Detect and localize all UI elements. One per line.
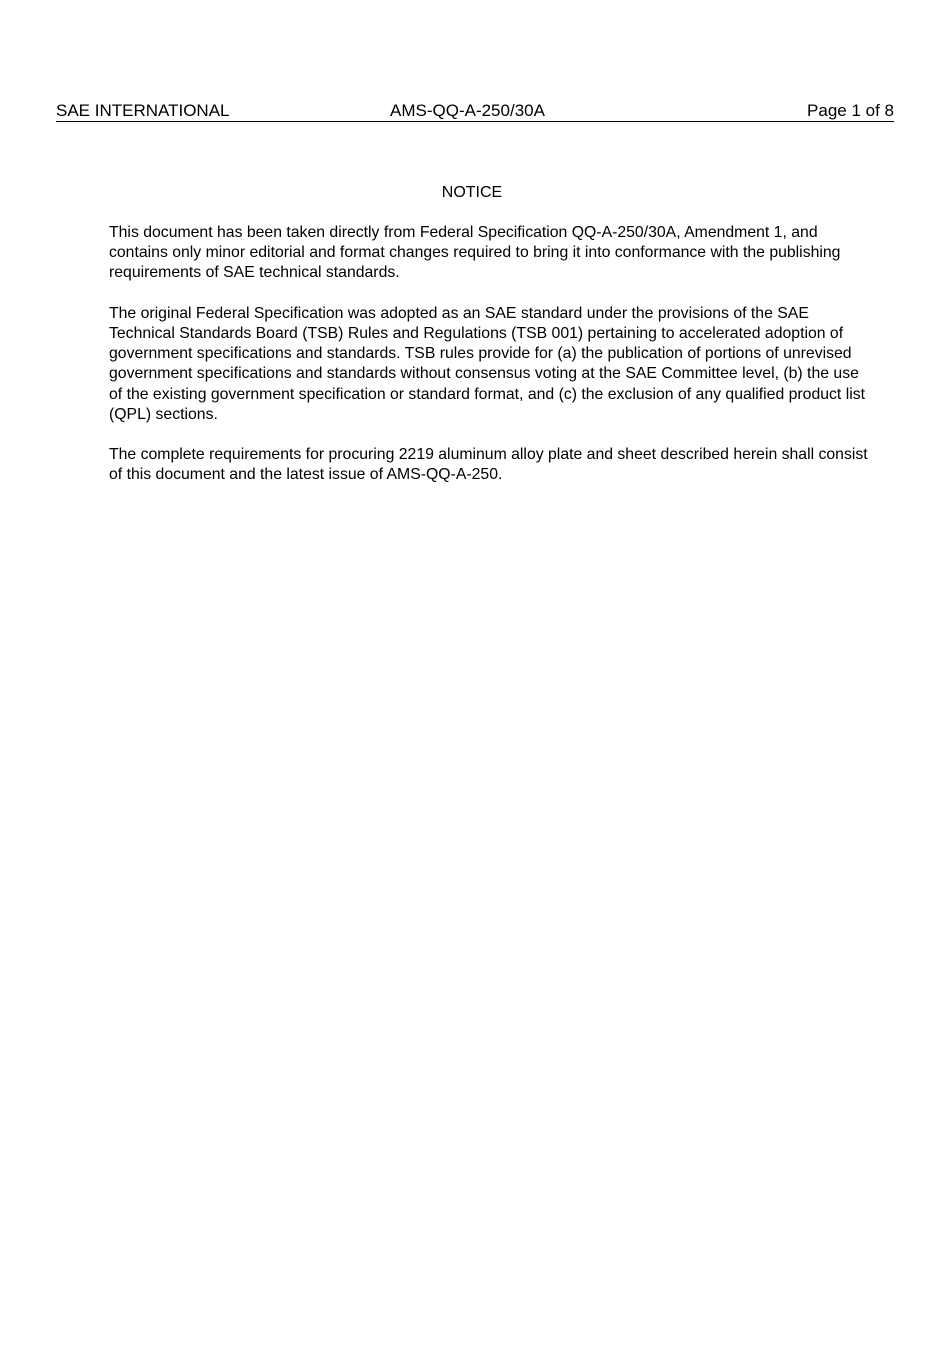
page-header — [56, 100, 894, 122]
notice-body — [109, 223, 869, 506]
header-document-number: AMS-QQ-A-250/30A — [390, 101, 545, 120]
notice-paragraph-3: The complete requirements for procuring 2219 aluminum alloy plate and sheet described herein shall consist of this document and the latest issue of AMS-QQ-A-250. — [109, 446, 868, 484]
notice-title: NOTICE — [441, 184, 503, 201]
header-page-number: Page 1 of 8 — [807, 101, 894, 120]
notice-paragraph-2: The original Federal Specification was adopted as an SAE standard under the provisions of the SAE Technical Standards Board (TSB) Rules and Regulations (TSB 001) pertaining to accelerated adoption of government specifications and standards. TSB rules provide for (a) the publication of portions of unrevised government specifications and standards without consensus voting at the SAE Committee level, (b) the use of the existing government specification or standard format, and (c) the exclusion of any qualified product list (QPL) sections. — [109, 304, 866, 423]
notice-paragraph-1: This document has been taken directly from Federal Specification QQ-A-250/30A, Amendment 1, and contains only minor editorial and format changes required to bring it into conformance with the publishing requirements of SAE technical standards. — [109, 224, 841, 282]
header-organization: SAE INTERNATIONAL — [56, 101, 230, 120]
